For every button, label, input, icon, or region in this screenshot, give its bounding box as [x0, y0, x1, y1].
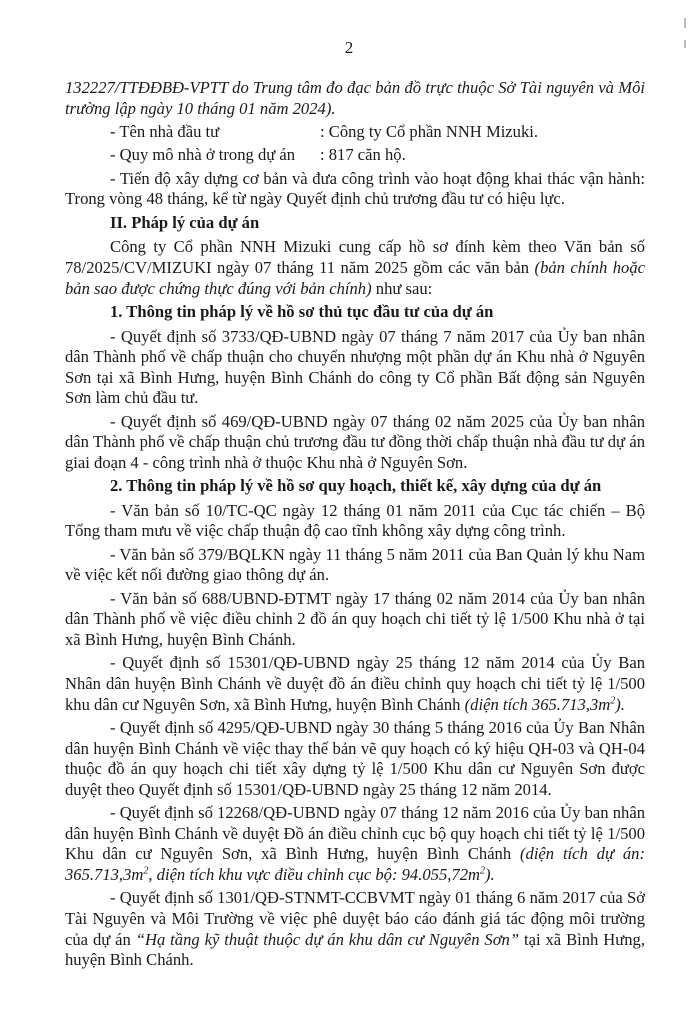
scan-artifact	[684, 40, 686, 48]
section-ii-intro-tail: như sau:	[371, 278, 433, 298]
housing-scale-row	[65, 145, 645, 166]
intro-continuation: 132227/TTĐĐBĐ-VPTT do Trung tâm đo đạc bản đồ trực thuộc Sở Tài nguyên và Môi trường lập ngày 10 tháng 01 năm 2024).	[65, 78, 645, 118]
item-7-project-name: “Hạ tầng kỹ thuật thuộc dự án khu dân cư Nguyên Sơn”	[135, 929, 520, 949]
subsection-2-item: - Văn bản số 688/UBND-ĐTMT ngày 17 tháng 02 năm 2014 của Ủy ban nhân dân Thành phố về việc điều chỉnh 2 đồ án quy hoạch chi tiết tỷ lệ 1/500 Khu nhà ở tại xã Bình Hưng, huyện Bình Chánh.	[65, 588, 645, 650]
subsection-2-item	[65, 653, 645, 715]
item-4-area-text: (diện tích 365.713,3m	[464, 694, 611, 714]
subsection-2-item: - Văn bản số 10/TC-QC ngày 12 tháng 01 năm 2011 của Cục tác chiến – Bộ Tổng tham mưu về việc chấp thuận độ cao tĩnh không xây dựng công trình.	[65, 500, 645, 541]
item-7-text: - Quyết định số 1301/QĐ-STNMT-CCBVMT ngày 01 tháng 6 năm 2017 của Sở Tài Nguyên và Môi Trường về việc phê duyệt báo cáo đánh giá tác động môi trường của dự án	[65, 888, 645, 949]
item-6-sup-a: 2	[143, 865, 149, 877]
subsection-1-heading: 1. Thông tin pháp lý về hồ sơ thủ tục đầu tư của dự án	[110, 301, 494, 321]
subsection-1-item: - Quyết định số 469/QĐ-UBND ngày 07 tháng 02 năm 2025 của Ủy ban nhân dân Thành phố về chấp thuận chủ trương đầu tư đồng thời chấp thuận nhà đầu tư dự án giai đoạn 4 - công trình nhà ở thuộc Khu nhà ở Nguyên Sơn.	[65, 411, 645, 472]
subsection-2-heading: 2. Thông tin pháp lý về hồ sơ quy hoạch, thiết kế, xây dựng của dự án	[110, 476, 602, 496]
subsection-2-item: - Quyết định số 4295/QĐ-UBND ngày 30 tháng 5 tháng 2016 của Ủy Ban Nhân dân huyện Bình Chánh về việc thay thế bản vẽ quy hoạch có ký hiệu QH-03 và QH-04 thuộc đồ án quy hoạch chi tiết xây dựng tỷ lệ 1/500 Khu dân cư Nguyên Sơn được duyệt theo Quyết định số 15301/QĐ-UBND ngày 25 tháng 12 năm 2014.	[65, 717, 645, 799]
housing-scale-value: : 817 căn hộ.	[320, 145, 406, 165]
section-ii-heading: II. Pháp lý của dự án	[110, 212, 260, 232]
item-4-area-tail: ).	[615, 694, 625, 714]
investor-label: - Tên nhà đầu tư	[110, 121, 220, 141]
subsection-1-item: - Quyết định số 3733/QĐ-UBND ngày 07 tháng 7 năm 2017 của Ủy ban nhân dân Thành phố về chấp thuận cho chuyển nhượng một phần dự án Khu nhà ở Nguyên Sơn tại xã Bình Hưng, huyện Bình Chánh do công ty Cổ phần Bất động sản Nguyên Sơn làm chủ đầu tư.	[65, 326, 645, 408]
page-number: 2	[344, 38, 354, 57]
item-4-text: - Quyết định số 15301/QĐ-UBND ngày 25 tháng 12 năm 2014 của Ủy Ban Nhân dân huyện Bình Chánh về duyệt đồ án điều chỉnh quy hoạch chi tiết tỷ lệ 1/500 khu dân cư Nguyên Sơn, xã Bình Hưng, huyện Bình Chánh	[65, 653, 645, 714]
item-6-tail: ).	[484, 864, 495, 884]
subsection-2-item: - Văn bản số 379/BQLKN ngày 11 tháng 5 năm 2011 của Ban Quản lý khu Nam về việc kết nối đường giao thông dự án.	[65, 544, 645, 585]
item-6-area-a: (diện tích dự án: 365.713,3m	[65, 844, 645, 884]
item-7-tail: tại xã Bình Hưng, huyện Bình Chánh.	[65, 929, 645, 970]
item-4-area	[465, 695, 625, 714]
section-ii-intro-text: Công ty Cổ phần NNH Mizuki cung cấp hồ sơ đính kèm theo Văn bản số 78/2025/CV/MIZUKI ngày 07 tháng 11 năm 2025 gồm các văn bản	[65, 237, 645, 277]
section-ii-intro	[65, 237, 645, 299]
investor-row	[65, 122, 645, 143]
item-4-area-sup: 2	[610, 695, 616, 707]
subsection-2-item	[65, 888, 645, 970]
item-6-text: - Quyết định số 12268/QĐ-UBND ngày 07 tháng 12 năm 2016 của Ủy ban nhân dân huyện Bình Chánh về duyệt Đồ án điều chỉnh cục bộ quy hoạch chi tiết tỷ lệ 1/500 Khu dân cư Nguyên Sơn, xã Bình Hưng, huyện Bình Chánh	[65, 803, 645, 864]
housing-scale-label: - Quy mô nhà ở trong dự án	[110, 145, 296, 165]
scan-artifact	[684, 18, 686, 28]
section-ii-intro-italic: (bản chính hoặc bản sao được chứng thực đúng với bản chính)	[65, 257, 645, 298]
document-body	[65, 78, 645, 974]
investor-value: : Công ty Cổ phần NNH Mizuki.	[320, 121, 539, 141]
progress-paragraph: - Tiến độ xây dựng cơ bản và đưa công trình vào hoạt động khai thác vận hành: Trong vòng 48 tháng, kể từ ngày Quyết định chủ trương đầu tư có hiệu lực.	[65, 168, 645, 209]
subsection-2-item	[65, 803, 645, 885]
item-6-area-b: , diện tích khu vực điều chỉnh cục bộ: 94.055,72m	[148, 864, 480, 884]
item-6-sup-b: 2	[479, 865, 485, 877]
